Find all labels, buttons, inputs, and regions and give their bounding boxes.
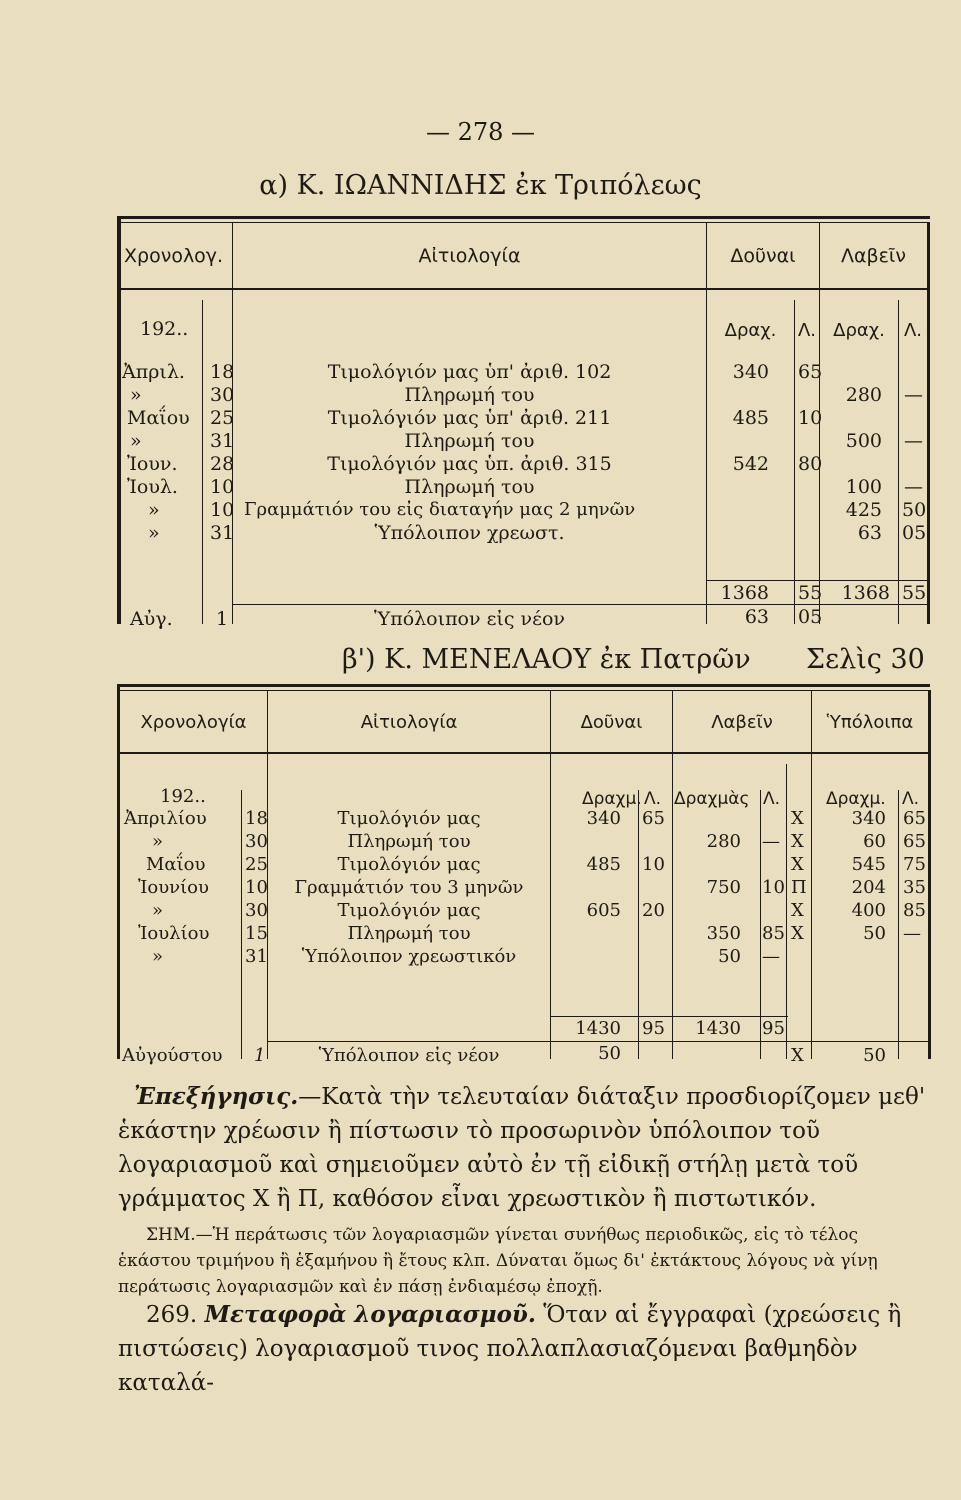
row-description: Πληρωμή του [347,831,471,852]
row-debit-lepta: 80 [798,453,823,475]
row-day: 30 [245,831,268,852]
header-balance: Ὑπόλοιπα [826,712,914,733]
row-sign: Χ [791,808,804,829]
row-credit-lepta: 10 [762,877,785,898]
total-credit-lepta: 55 [902,582,927,604]
row-debit-drachma: 340 [732,361,769,383]
row-sign: Χ [791,831,804,852]
row-credit-drachma: 750 [706,877,741,898]
row-balance-drachma: 340 [851,808,886,829]
row-month: » [148,522,160,544]
subheader-credit-lepta: Λ. [763,789,781,809]
row-balance-drachma: 50 [863,923,886,944]
row-balance-drachma: 204 [851,877,886,898]
header-debit: Δοῦναι [580,712,643,733]
row-sign: Χ [791,854,804,875]
explanation-text: —Κατὰ τὴν τελευταίαν διάταξιν προσδιορίζομεν μεθ' ἑκάστην χρέωσιν ἢ πίστωσιν τὸ προσωρινὸν ὑπόλοιπον τοῦ λογαριασμοῦ καὶ σημειοῦμεν αὐτὸ ἐν τῇ εἰδικῇ στήλῃ μετὰ τοῦ γράμματος Χ ἢ Π, καθόσον εἶναι χρεωστικὸν ἢ πιστωτικόν. [118,1084,926,1212]
row-balance-drachma: 60 [863,831,886,852]
row-debit-lepta: 65 [798,361,823,383]
row-month: Ἰουλ. [127,476,178,498]
row-sign: Π [791,877,807,898]
row-month: Αὐγούστου [122,1045,223,1066]
subheader-credit-drachma: Δραχμὰς [674,789,750,809]
explanation-label: Ἐπεξήγησις. [134,1083,299,1110]
header-description: Αἰτιολογία [360,712,458,733]
row-debit-lepta: 65 [642,808,665,829]
row-month: Ἰουν. [127,453,178,475]
row-credit-drachma: 63 [857,522,882,544]
row-credit-drachma: 280 [845,384,882,406]
row-balance-drachma: 545 [851,854,886,875]
subheader-balance-drachma: Δραχμ. [826,789,886,809]
row-description: Τιμολόγιόν μας ὑπ' ἀριθ. 211 [327,407,612,429]
row-month: Ἰουνίου [138,877,209,898]
row-debit-lepta: 10 [642,854,665,875]
section-269-paragraph [118,1298,930,1400]
row-month: Ἀπριλ. [122,361,185,383]
row-debit-lepta: 05 [798,606,823,628]
row-description: Τιμολόγιόν μας ὑπ. ἀριθ. 315 [327,453,612,475]
note-text: —Ἡ περάτωσις τῶν λογαριασμῶν γίνεται συνήθως περιοδικῶς, εἰς τὸ τέλος ἑκάστου τριμήνου ἢ ἑξαμήνου ἢ ἔτους κλπ. Δύναται ὅμως δι' ἐκτάκτους λόγους νὰ γίνῃ περάτωσις λογαριασμῶν καὶ ἐν πάσῃ ἐνδιαμέσῳ ἐποχῇ. [118,1225,878,1297]
row-month: » [152,900,164,921]
row-day: 30 [210,384,235,406]
row-month: » [152,946,164,967]
total-credit-lepta: 95 [762,1018,785,1039]
row-day: 1 [254,1045,266,1066]
row-credit-lepta: 05 [902,522,927,544]
row-day: 31 [210,522,235,544]
row-balance-drachma: 400 [851,900,886,921]
subheader-credit-lepta: Λ. [903,320,923,341]
row-debit-lepta: 20 [642,900,665,921]
row-credit-drachma: 500 [845,430,882,452]
note-label: ΣΗΜ. [146,1225,196,1245]
row-description: Γραμμάτιόν του εἰς διαταγήν μας 2 μηνῶν [244,499,636,520]
row-description: Τιμολόγιόν μας [337,900,481,921]
header-date: Χρονολογία [140,712,247,733]
subheader-debit-drachma: Δραχ. [724,320,777,341]
subheader-balance-lepta: Λ. [902,789,920,809]
total-debit-drachma: 1430 [575,1018,621,1039]
subheader-debit-lepta: Λ. [797,320,817,341]
header-date: Χρονολογ. [124,245,224,267]
row-month: Μαΐου [146,854,206,875]
row-balance-lepta: — [903,923,921,944]
row-credit-drachma: 350 [706,923,741,944]
row-description: Τιμολόγιόν μας [337,854,481,875]
row-description: Τιμολόγιόν μας ὑπ' ἀριθ. 102 [327,361,612,383]
header-description: Αἰτιολογία [418,245,521,267]
row-balance-lepta: 65 [903,831,926,852]
row-description: Ὑπόλοιπον εἰς νέον [318,1045,500,1066]
row-sign: Χ [791,900,804,921]
explanation-paragraph [118,1080,930,1216]
section-269-title: Μεταφορὰ λογαριασμοῦ. [204,1301,536,1328]
row-month: » [152,831,164,852]
row-month: Αὐγ. [130,608,173,630]
subheader-debit-lepta: Λ. [644,789,662,809]
total-debit-lepta: 95 [642,1018,665,1039]
section-b-page-ref: Σελὶς 30 [806,644,925,675]
row-debit-drachma: 485 [586,854,621,875]
row-description: Τιμολόγιόν μας [337,808,481,829]
section-a-title: α) Κ. ΙΩΑΝΝΙΔΗΣ ἐκ Τριπόλεως [259,170,702,201]
row-description: Πληρωμή του [404,384,535,406]
header-credit: Λαβεῖν [711,712,773,733]
row-description: Πληρωμή του [404,476,535,498]
row-description: Ὑπόλοιπον χρεωστ. [374,522,565,544]
row-day: 30 [245,900,268,921]
total-credit-drachma: 1368 [841,582,890,604]
row-description: Ὑπόλοιπον χρεωστικόν [301,946,517,967]
row-debit-drachma: 542 [732,453,769,475]
row-day: 15 [245,923,268,944]
row-credit-lepta: — [904,430,923,452]
subheader-year: 192.. [140,318,189,340]
page-number: — 278 — [425,118,536,146]
row-day: 18 [210,361,235,383]
row-day: 31 [245,946,268,967]
row-day: 10 [210,476,235,498]
section-269-number: 269. [146,1302,198,1328]
row-credit-lepta: 50 [902,499,927,521]
row-month: Μαΐου [127,407,190,429]
row-balance-drachma: 50 [863,1045,886,1066]
row-debit-drachma: 50 [598,1043,621,1064]
header-debit: Δοῦναι [730,245,796,267]
row-day: 1 [216,608,229,630]
row-credit-lepta: — [762,946,780,967]
row-balance-lepta: 75 [903,854,926,875]
row-description: Ὑπόλοιπον εἰς νέον [374,608,565,630]
note-paragraph [118,1222,930,1300]
row-month: » [130,384,142,406]
row-day: 10 [245,877,268,898]
row-credit-lepta: — [762,831,780,852]
row-day: 28 [210,453,235,475]
row-debit-lepta: 10 [798,407,823,429]
row-credit-lepta: — [904,476,923,498]
section-269-text: Ὅταν αἱ ἔγγραφαὶ (χρεώσεις ἢ πιστώσεις) λογαριασμοῦ τινος πολλαπλασιαζόμεναι βαθμηδὸν καταλά- [118,1302,902,1396]
row-day: 18 [245,808,268,829]
subheader-year: 192.. [160,786,206,807]
row-month: Ἰουλίου [138,923,210,944]
section-b-title: β') Κ. ΜΕΝΕΛΑΟΥ ἐκ Πατρῶν [342,644,751,675]
row-credit-drachma: 100 [845,476,882,498]
row-day: 25 [210,407,235,429]
row-balance-lepta: 85 [903,900,926,921]
row-debit-drachma: 605 [586,900,621,921]
row-balance-lepta: 35 [903,877,926,898]
row-credit-drachma: 50 [718,946,741,967]
row-sign: Χ [791,1045,804,1066]
total-debit-lepta: 55 [798,582,823,604]
row-day: 10 [210,499,235,521]
row-description: Πληρωμή του [347,923,471,944]
row-balance-lepta: 65 [903,808,926,829]
row-month: » [148,499,160,521]
subheader-credit-drachma: Δραχ. [833,320,885,341]
row-day: 31 [210,430,235,452]
row-credit-drachma: 425 [845,499,882,521]
row-day: 25 [245,854,268,875]
row-credit-drachma: 280 [706,831,741,852]
header-credit: Λαβεῖν [841,245,906,267]
row-sign: Χ [791,923,804,944]
total-debit-drachma: 1368 [720,582,769,604]
subheader-debit-drachma: Δραχμ. [582,789,642,809]
row-description: Πληρωμή του [404,430,535,452]
row-month: Ἀπριλίου [124,808,207,829]
row-description: Γραμμάτιόν του 3 μηνῶν [294,877,524,898]
row-month: » [130,430,142,452]
row-debit-drachma: 63 [744,606,769,628]
row-debit-drachma: 485 [732,407,769,429]
row-debit-drachma: 340 [586,808,621,829]
total-credit-drachma: 1430 [695,1018,741,1039]
row-credit-lepta: — [904,384,923,406]
row-credit-lepta: 85 [762,923,785,944]
